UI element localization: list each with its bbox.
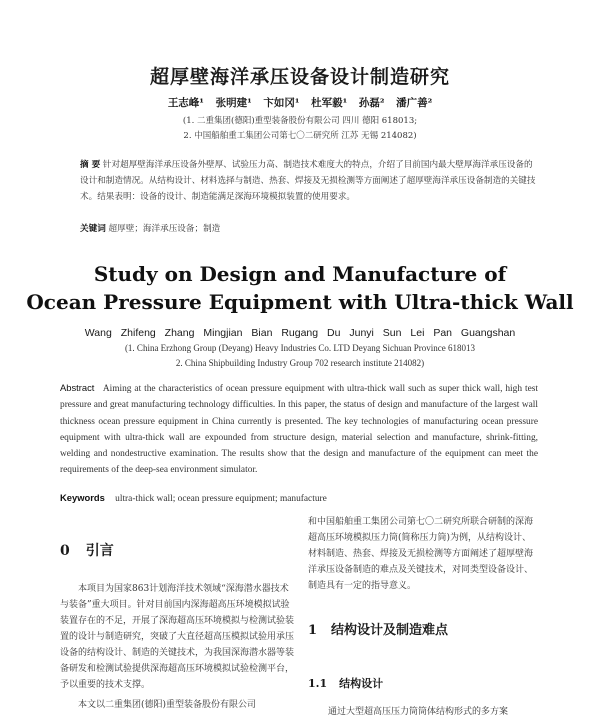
intro-paragraph-1: 本项目为国家863计划海洋技术领域“深海潜水器技术与装备”重大项目。针对目前国内深海超高压环境模拟试验装置存在的不足，开展了深海超高压环境模拟与检测试验装置的设计与制造研究，突破了大直径超高压模拟试验用承压设备的结构设计、制造的关键技术，为我国深海潜水器等装备研发和检测试验提供深海超高压环境模拟试验检测平台，予以重要的技术支撑。 xyxy=(60,584,295,690)
section-1-1-first-line: 通过大型超高压压力筒筒体结构形式的多方案 xyxy=(328,707,509,717)
english-authors: Wang Zhifeng Zhang Mingjian Bian Rugang Du Junyi Sun Lei Pan Guangshan xyxy=(84,327,516,339)
english-keywords-label: Keywords xyxy=(60,492,105,503)
section-1-number: 1 xyxy=(308,623,318,638)
chinese-keywords xyxy=(80,222,220,234)
chinese-keywords-text: 超厚壁；海洋承压设备；制造 xyxy=(108,224,221,234)
section-0-number: 0 xyxy=(60,543,70,559)
chinese-abstract-text: 针对超厚壁海洋承压设备外壁厚、试验压力高、制造技术难度大的特点，介绍了目前国内最大壁厚海洋承压设备的设计和制造情况。从结构设计、材料选择与制造、热套、焊接及无损检测等方面阐述了超厚壁海洋承压设备制造的关键技术。结果表明：设备的设计、制造能满足深海环境模拟装置的使用要求。 xyxy=(80,160,536,202)
chinese-affiliation-1: (1. 二重集团(德阳)重型装备股份有限公司 四川 德阳 618013; xyxy=(182,116,418,126)
section-1-1-heading xyxy=(308,675,383,691)
english-abstract-label: Abstract xyxy=(60,382,95,393)
chinese-affiliation-2: 2. 中国船舶重工集团公司第七〇二研究所 江苏 无锡 214082) xyxy=(183,131,417,141)
english-abstract xyxy=(60,380,538,479)
chinese-abstract-label: 摘 要 xyxy=(80,160,101,170)
english-title-line1: Study on Design and Manufacture of xyxy=(93,262,507,286)
english-keywords xyxy=(60,492,327,504)
left-column xyxy=(60,581,296,713)
intro-paragraph-continued: 和中国船舶重工集团公司第七〇二研究所联合研制的深海超高压环境模拟压力筒(简称压力筒)为例，从结构设计、材料制造、热套、焊接及无损检测等方面阐述了超厚壁海洋承压设备制造的难点及关键技术，对同类型设备设计、制造具有一定的指导意义。 xyxy=(308,517,534,591)
chinese-authors: 王志峰¹ 张明建¹ 卞如冈¹ 杜军毅¹ 孙磊² 潘广善² xyxy=(167,97,433,109)
right-column xyxy=(308,514,540,594)
section-0-heading xyxy=(60,540,114,560)
english-title-line2: Ocean Pressure Equipment with Ultra-thick Wall xyxy=(26,290,574,314)
english-abstract-text: Aiming at the characteristics of ocean pressure equipment with ultra-thick wall such as super thick wall, high test pressure and great manufacturing technology difficulties. In this paper, the status of design and manufacture of the largest wall thickness ocean pressure equipment in China currently is presented. The key technologies of manufacturing ocean pressure equipment with ultra-thick wall are expounded from structure design, material selection and manufacture, shrink-fitting, welding and nondestructive examination. The results show that the design and manufacture of the equipment can meet the requirements of the deep-sea environment simulator. xyxy=(60,384,539,476)
chinese-abstract xyxy=(80,157,540,205)
english-affiliation-1: (1. China Erzhong Group (Deyang) Heavy Industries Co. LTD Deyang Sichuan Province 618013 xyxy=(124,343,476,353)
section-1-1-number: 1.1 xyxy=(308,677,328,690)
intro-paragraph-2: 本文以二重集团(德阳)重型装备股份有限公司 xyxy=(78,700,257,710)
english-affiliation-2: 2. China Shipbuilding Industry Group 702 research institute 214082) xyxy=(175,358,425,368)
section-1-1-title: 结构设计 xyxy=(339,677,384,690)
english-keywords-text: ultra-thick wall; ocean pressure equipment; manufacture xyxy=(115,494,327,504)
chinese-keywords-label: 关键词 xyxy=(80,224,106,234)
chinese-title: 超厚壁海洋承压设备设计制造研究 xyxy=(149,66,450,88)
section-1-title: 结构设计及制造难点 xyxy=(331,623,449,638)
section-1-heading xyxy=(308,619,448,638)
section-0-title: 引言 xyxy=(85,543,114,559)
